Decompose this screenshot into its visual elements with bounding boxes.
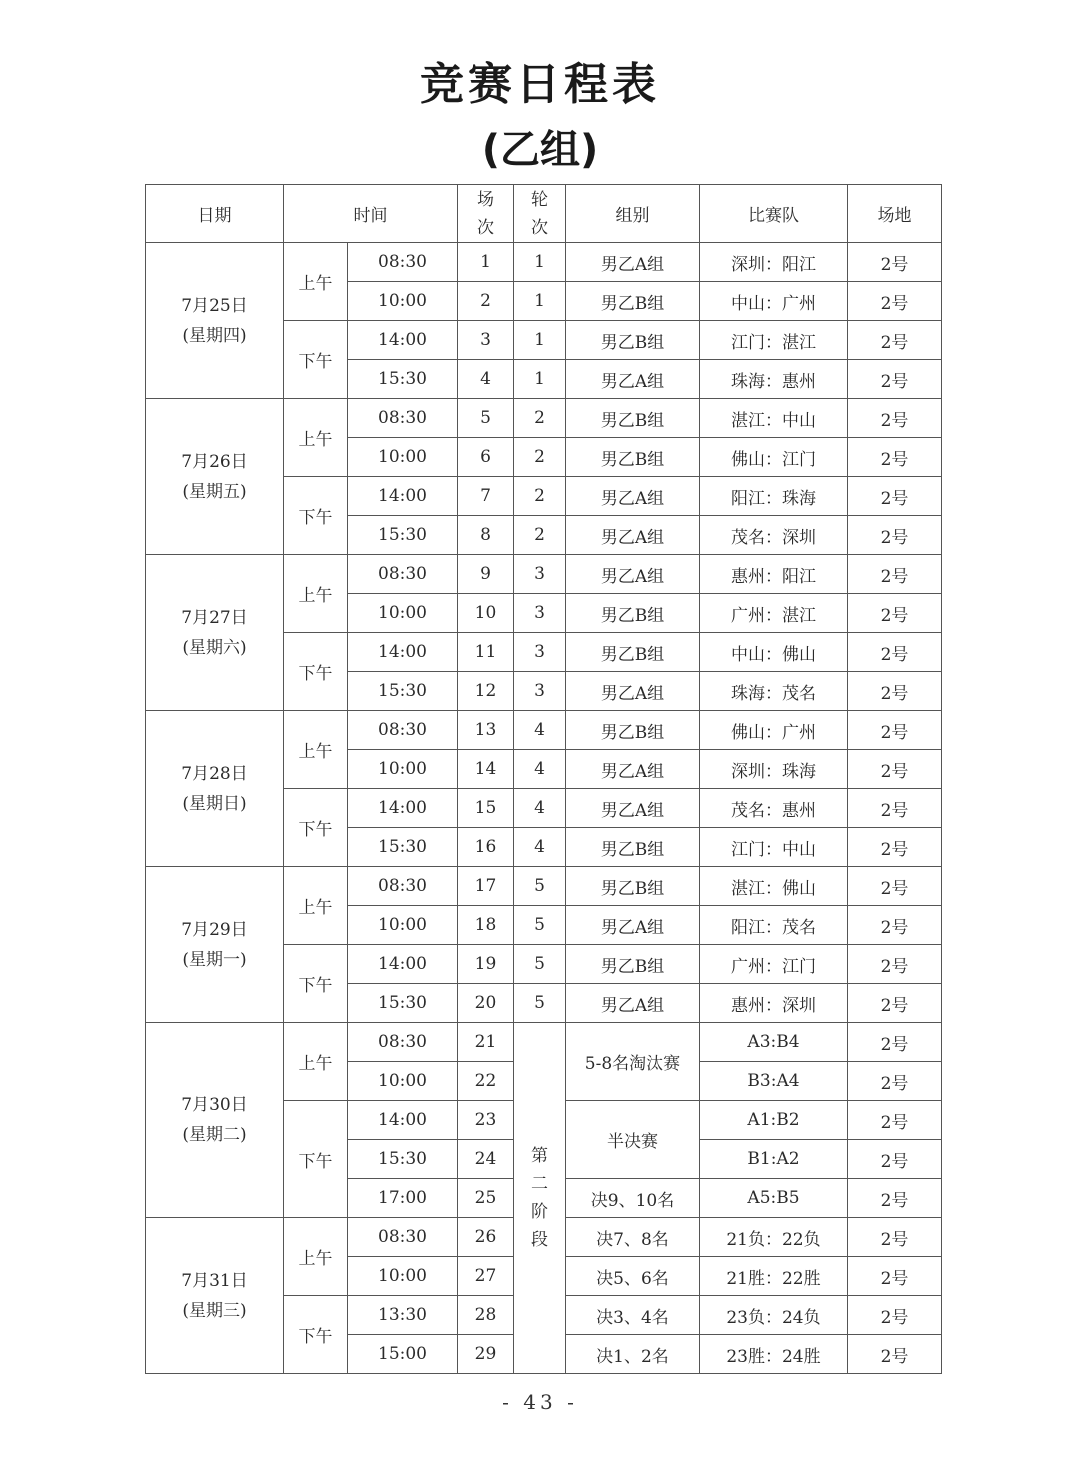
match-teams: A3:B4 <box>700 1023 848 1062</box>
match-time: 08:30 <box>348 243 458 282</box>
stage2-group: 决9、10名 <box>566 1179 700 1218</box>
match-venue: 2号 <box>848 1179 942 1218</box>
match-number: 10 <box>458 594 514 633</box>
match-teams: 茂名：深圳 <box>700 516 848 555</box>
match-number: 15 <box>458 789 514 828</box>
match-group: 男乙A组 <box>566 477 700 516</box>
match-number: 17 <box>458 867 514 906</box>
match-time: 14:00 <box>348 1101 458 1140</box>
match-venue: 2号 <box>848 750 942 789</box>
match-teams: B1:A2 <box>700 1140 848 1179</box>
match-venue: 2号 <box>848 789 942 828</box>
match-group: 男乙B组 <box>566 321 700 360</box>
stage2-group: 决3、4名 <box>566 1296 700 1335</box>
page-title: 竞赛日程表 <box>420 59 660 110</box>
match-group: 男乙A组 <box>566 906 700 945</box>
match-number: 14 <box>458 750 514 789</box>
match-group: 男乙A组 <box>566 750 700 789</box>
match-teams: 23负：24负 <box>700 1296 848 1335</box>
match-venue: 2号 <box>848 1335 942 1374</box>
period-pm: 下午 <box>284 945 348 1023</box>
match-venue: 2号 <box>848 243 942 282</box>
match-round: 2 <box>514 399 566 438</box>
page-number: - 43 - <box>502 1390 578 1414</box>
match-time: 10:00 <box>348 1062 458 1101</box>
stage2-group: 决7、8名 <box>566 1218 700 1257</box>
match-time: 15:30 <box>348 360 458 399</box>
match-number: 22 <box>458 1062 514 1101</box>
day-date-cell <box>146 1218 284 1374</box>
match-venue: 2号 <box>848 477 942 516</box>
header-round: 轮 次 <box>514 185 566 243</box>
match-round: 1 <box>514 360 566 399</box>
day-date: 7月29日 <box>181 919 248 940</box>
match-number: 4 <box>458 360 514 399</box>
match-venue: 2号 <box>848 360 942 399</box>
match-time: 10:00 <box>348 594 458 633</box>
header-match-no: 场 次 <box>458 185 514 243</box>
period-pm: 下午 <box>284 477 348 555</box>
period-pm: 下午 <box>284 1296 348 1374</box>
match-group: 男乙B组 <box>566 828 700 867</box>
match-teams: 珠海：茂名 <box>700 672 848 711</box>
match-teams: B3:A4 <box>700 1062 848 1101</box>
match-venue: 2号 <box>848 1257 942 1296</box>
table-row <box>146 399 942 438</box>
match-group: 男乙B组 <box>566 867 700 906</box>
header-time: 时间 <box>284 185 458 243</box>
match-round: 4 <box>514 711 566 750</box>
match-number: 27 <box>458 1257 514 1296</box>
match-time: 15:00 <box>348 1335 458 1374</box>
schedule-table <box>145 184 942 1374</box>
day-date: 7月25日 <box>181 295 248 316</box>
match-group: 男乙A组 <box>566 672 700 711</box>
table-row <box>146 867 942 906</box>
match-number: 9 <box>458 555 514 594</box>
day-weekday: (星期三) <box>182 1300 247 1321</box>
match-teams: 湛江：佛山 <box>700 867 848 906</box>
day-date: 7月31日 <box>181 1270 248 1291</box>
match-time: 10:00 <box>348 1257 458 1296</box>
match-venue: 2号 <box>848 1101 942 1140</box>
match-time: 15:30 <box>348 516 458 555</box>
table-row <box>146 555 942 594</box>
match-number: 20 <box>458 984 514 1023</box>
match-group: 男乙B组 <box>566 945 700 984</box>
match-time: 15:30 <box>348 828 458 867</box>
match-venue: 2号 <box>848 867 942 906</box>
match-time: 08:30 <box>348 867 458 906</box>
match-number: 29 <box>458 1335 514 1374</box>
match-teams: 江门：中山 <box>700 828 848 867</box>
match-teams: 阳江：珠海 <box>700 477 848 516</box>
page-subtitle: (乙组) <box>481 127 599 173</box>
day-date-cell <box>146 399 284 555</box>
period-am: 上午 <box>284 243 348 321</box>
match-group: 男乙B组 <box>566 711 700 750</box>
match-time: 08:30 <box>348 711 458 750</box>
match-number: 21 <box>458 1023 514 1062</box>
header-group: 组别 <box>566 185 700 243</box>
period-am: 上午 <box>284 399 348 477</box>
match-teams: 阳江：茂名 <box>700 906 848 945</box>
match-teams: 惠州：深圳 <box>700 984 848 1023</box>
match-number: 19 <box>458 945 514 984</box>
match-venue: 2号 <box>848 672 942 711</box>
match-round: 2 <box>514 477 566 516</box>
day-date: 7月28日 <box>181 763 248 784</box>
match-group: 男乙B组 <box>566 438 700 477</box>
day-date-cell <box>146 555 284 711</box>
match-number: 26 <box>458 1218 514 1257</box>
match-round: 1 <box>514 282 566 321</box>
period-am: 上午 <box>284 1023 348 1101</box>
match-round: 3 <box>514 555 566 594</box>
match-teams: 23胜：24胜 <box>700 1335 848 1374</box>
match-time: 14:00 <box>348 321 458 360</box>
match-teams: 惠州：阳江 <box>700 555 848 594</box>
match-number: 16 <box>458 828 514 867</box>
match-round: 4 <box>514 828 566 867</box>
match-venue: 2号 <box>848 321 942 360</box>
match-group: 男乙A组 <box>566 243 700 282</box>
match-number: 12 <box>458 672 514 711</box>
match-teams: 广州：湛江 <box>700 594 848 633</box>
day-weekday: (星期二) <box>182 1125 247 1145</box>
day-date: 7月30日 <box>181 1095 248 1115</box>
period-am: 上午 <box>284 867 348 945</box>
match-venue: 2号 <box>848 1296 942 1335</box>
match-venue: 2号 <box>848 711 942 750</box>
match-venue: 2号 <box>848 906 942 945</box>
match-time: 10:00 <box>348 282 458 321</box>
match-venue: 2号 <box>848 438 942 477</box>
match-round: 3 <box>514 594 566 633</box>
match-number: 11 <box>458 633 514 672</box>
match-number: 7 <box>458 477 514 516</box>
match-venue: 2号 <box>848 399 942 438</box>
match-round: 4 <box>514 789 566 828</box>
match-round: 1 <box>514 243 566 282</box>
period-pm: 下午 <box>284 1101 348 1218</box>
match-group: 男乙A组 <box>566 984 700 1023</box>
match-teams: 珠海：惠州 <box>700 360 848 399</box>
header-date: 日期 <box>146 185 284 243</box>
match-time: 08:30 <box>348 399 458 438</box>
match-venue: 2号 <box>848 1140 942 1179</box>
stage2-group: 5-8名淘汰赛 <box>566 1023 700 1101</box>
match-teams: 湛江：中山 <box>700 399 848 438</box>
period-am: 上午 <box>284 555 348 633</box>
match-teams: 佛山：广州 <box>700 711 848 750</box>
match-teams: 江门：湛江 <box>700 321 848 360</box>
match-round: 1 <box>514 321 566 360</box>
match-number: 8 <box>458 516 514 555</box>
match-venue: 2号 <box>848 594 942 633</box>
match-group: 男乙B组 <box>566 594 700 633</box>
match-group: 男乙A组 <box>566 360 700 399</box>
match-time: 10:00 <box>348 750 458 789</box>
period-pm: 下午 <box>284 789 348 867</box>
match-group: 男乙A组 <box>566 516 700 555</box>
match-round: 5 <box>514 984 566 1023</box>
match-number: 6 <box>458 438 514 477</box>
period-pm: 下午 <box>284 321 348 399</box>
match-time: 15:30 <box>348 672 458 711</box>
match-time: 13:30 <box>348 1296 458 1335</box>
match-round: 5 <box>514 867 566 906</box>
day-weekday: (星期六) <box>182 637 247 658</box>
match-teams: 广州：江门 <box>700 945 848 984</box>
match-number: 24 <box>458 1140 514 1179</box>
day-weekday: (星期四) <box>182 325 247 346</box>
match-group: 男乙A组 <box>566 555 700 594</box>
match-round: 3 <box>514 633 566 672</box>
match-teams: 中山：佛山 <box>700 633 848 672</box>
match-venue: 2号 <box>848 984 942 1023</box>
match-group: 男乙B组 <box>566 282 700 321</box>
match-number: 3 <box>458 321 514 360</box>
match-venue: 2号 <box>848 1218 942 1257</box>
match-venue: 2号 <box>848 282 942 321</box>
table-row <box>146 711 942 750</box>
match-group: 男乙B组 <box>566 399 700 438</box>
match-round: 5 <box>514 945 566 984</box>
stage2-group: 决1、2名 <box>566 1335 700 1374</box>
match-number: 23 <box>458 1101 514 1140</box>
match-teams: 深圳：珠海 <box>700 750 848 789</box>
match-group: 男乙B组 <box>566 633 700 672</box>
match-group: 男乙A组 <box>566 789 700 828</box>
match-teams: 茂名：惠州 <box>700 789 848 828</box>
match-number: 2 <box>458 282 514 321</box>
match-time: 10:00 <box>348 438 458 477</box>
match-venue: 2号 <box>848 1062 942 1101</box>
period-am: 上午 <box>284 1218 348 1296</box>
match-time: 17:00 <box>348 1179 458 1218</box>
match-number: 25 <box>458 1179 514 1218</box>
match-time: 15:30 <box>348 1140 458 1179</box>
day-weekday: (星期日) <box>182 793 247 814</box>
match-time: 15:30 <box>348 984 458 1023</box>
day-weekday: (星期五) <box>182 481 247 502</box>
match-number: 28 <box>458 1296 514 1335</box>
match-time: 14:00 <box>348 789 458 828</box>
stage2-group: 半决赛 <box>566 1101 700 1179</box>
day-date: 7月26日 <box>181 451 248 472</box>
match-time: 14:00 <box>348 633 458 672</box>
day-date-cell <box>146 711 284 867</box>
table-row <box>146 1023 942 1062</box>
match-venue: 2号 <box>848 555 942 594</box>
match-teams: 佛山：江门 <box>700 438 848 477</box>
table-header-row <box>146 185 942 243</box>
match-number: 13 <box>458 711 514 750</box>
match-number: 1 <box>458 243 514 282</box>
match-teams: 21胜：22胜 <box>700 1257 848 1296</box>
match-round: 4 <box>514 750 566 789</box>
period-am: 上午 <box>284 711 348 789</box>
header-teams: 比赛队 <box>700 185 848 243</box>
match-number: 5 <box>458 399 514 438</box>
match-round: 2 <box>514 516 566 555</box>
match-venue: 2号 <box>848 633 942 672</box>
match-round: 2 <box>514 438 566 477</box>
day-date-cell <box>146 1023 284 1218</box>
header-venue: 场地 <box>848 185 942 243</box>
match-time: 14:00 <box>348 477 458 516</box>
match-time: 08:30 <box>348 555 458 594</box>
match-venue: 2号 <box>848 516 942 555</box>
match-round: 5 <box>514 906 566 945</box>
schedule-body <box>146 243 942 1374</box>
match-time: 14:00 <box>348 945 458 984</box>
day-date: 7月27日 <box>181 607 248 628</box>
match-teams: 中山：广州 <box>700 282 848 321</box>
day-weekday: (星期一) <box>182 949 247 970</box>
day-date-cell <box>146 243 284 399</box>
match-teams: 深圳：阳江 <box>700 243 848 282</box>
match-teams: A1:B2 <box>700 1101 848 1140</box>
match-teams: A5:B5 <box>700 1179 848 1218</box>
match-time: 08:30 <box>348 1023 458 1062</box>
match-venue: 2号 <box>848 1023 942 1062</box>
day-date-cell <box>146 867 284 1023</box>
match-time: 08:30 <box>348 1218 458 1257</box>
stage2-group: 决5、6名 <box>566 1257 700 1296</box>
table-row <box>146 243 942 282</box>
match-round: 3 <box>514 672 566 711</box>
match-venue: 2号 <box>848 945 942 984</box>
match-teams: 21负：22负 <box>700 1218 848 1257</box>
match-time: 10:00 <box>348 906 458 945</box>
period-pm: 下午 <box>284 633 348 711</box>
match-number: 18 <box>458 906 514 945</box>
match-venue: 2号 <box>848 828 942 867</box>
stage2-label: 第 二 阶 段 <box>514 1023 566 1374</box>
